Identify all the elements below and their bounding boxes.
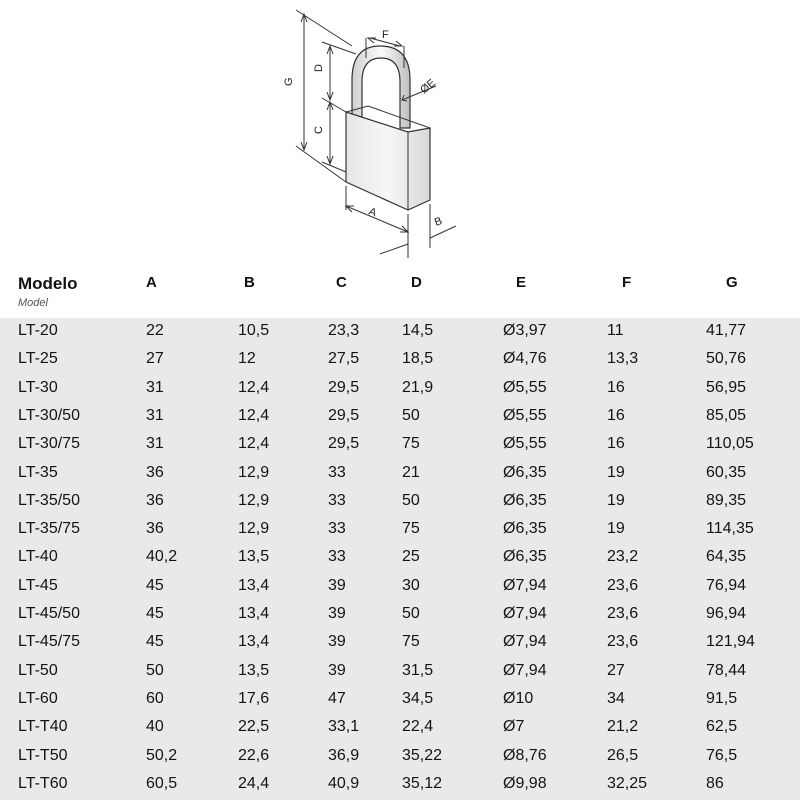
- cell-f: 21,2: [607, 718, 639, 736]
- cell-a: 50: [146, 661, 164, 679]
- cell-e: Ø9,98: [503, 774, 547, 792]
- cell-e: Ø7,94: [503, 605, 547, 622]
- cell-b: 13,4: [238, 633, 270, 651]
- cell-d: 21: [402, 463, 420, 481]
- cell-b: 12,4: [238, 435, 270, 453]
- cell-a: 40,2: [146, 548, 178, 566]
- column-header-b: B: [244, 274, 255, 291]
- table-row: [0, 743, 800, 771]
- table-row: [0, 346, 800, 374]
- cell-c: 27,5: [328, 350, 360, 368]
- cell-c: 39: [328, 661, 346, 679]
- cell-f: 23,6: [607, 576, 639, 594]
- table-row: [0, 658, 800, 686]
- cell-b: 22,5: [238, 718, 270, 736]
- cell-c: 36,9: [328, 746, 360, 764]
- cell-model: LT-45/75: [18, 633, 80, 651]
- dimension-c: [322, 98, 346, 172]
- cell-a: 40: [146, 718, 164, 736]
- cell-model: LT-45/50: [18, 605, 80, 622]
- table-row: [0, 460, 800, 488]
- cell-d: 50: [402, 491, 420, 509]
- cell-f: 19: [607, 463, 625, 481]
- cell-a: 31: [146, 378, 164, 396]
- cell-e: Ø4,76: [503, 350, 547, 368]
- dimensions-table-body: [0, 318, 800, 800]
- cell-d: 14,5: [402, 322, 434, 339]
- cell-c: 47: [328, 689, 346, 707]
- cell-model: LT-30/50: [18, 406, 80, 424]
- cell-e: Ø6,35: [503, 491, 547, 509]
- cell-b: 13,4: [238, 605, 270, 622]
- cell-model: LT-T60: [18, 774, 68, 792]
- cell-d: 21,9: [402, 378, 434, 396]
- column-header-d: D: [411, 274, 422, 291]
- cell-a: 36: [146, 463, 164, 481]
- cell-f: 16: [607, 378, 625, 396]
- cell-b: 12,4: [238, 406, 270, 424]
- cell-a: 60,5: [146, 774, 178, 792]
- cell-e: Ø7,94: [503, 576, 547, 594]
- cell-model: LT-35/50: [18, 491, 80, 509]
- table-row: [0, 601, 800, 629]
- table-row: [0, 714, 800, 742]
- cell-a: 36: [146, 520, 164, 538]
- cell-g: 89,35: [706, 491, 747, 509]
- cell-g: 86: [706, 774, 724, 792]
- cell-f: 27: [607, 661, 625, 679]
- cell-c: 29,5: [328, 378, 360, 396]
- cell-a: 22: [146, 322, 164, 339]
- table-row: [0, 431, 800, 459]
- cell-d: 35,22: [402, 746, 443, 764]
- cell-d: 75: [402, 520, 420, 538]
- cell-g: 91,5: [706, 689, 738, 707]
- cell-a: 60: [146, 689, 164, 707]
- column-header-c: C: [336, 274, 347, 291]
- cell-c: 39: [328, 605, 346, 622]
- cell-g: 121,94: [706, 633, 755, 651]
- cell-d: 34,5: [402, 689, 434, 707]
- table-header: [0, 262, 800, 318]
- cell-f: 23,6: [607, 633, 639, 651]
- cell-b: 24,4: [238, 774, 270, 792]
- cell-a: 31: [146, 435, 164, 453]
- table-row: [0, 318, 800, 346]
- cell-g: 41,77: [706, 322, 747, 339]
- cell-c: 39: [328, 633, 346, 651]
- table-row: [0, 771, 800, 799]
- column-header-a: A: [146, 274, 157, 291]
- table-row: [0, 516, 800, 544]
- shackle: [352, 46, 410, 128]
- cell-b: 12,4: [238, 378, 270, 396]
- cell-f: 34: [607, 689, 625, 707]
- cell-e: Ø6,35: [503, 548, 547, 566]
- column-subheader-model: Model: [18, 297, 48, 309]
- cell-d: 25: [402, 548, 420, 566]
- cell-a: 45: [146, 576, 164, 594]
- column-header-e: E: [516, 274, 527, 291]
- cell-g: 50,76: [706, 350, 747, 368]
- cell-c: 33: [328, 548, 346, 566]
- cell-b: 12,9: [238, 463, 270, 481]
- cell-c: 33: [328, 491, 346, 509]
- cell-f: 11: [607, 322, 624, 339]
- cell-g: 64,35: [706, 548, 747, 566]
- cell-b: 17,6: [238, 689, 270, 707]
- label-e: ØE: [418, 76, 439, 97]
- cell-c: 23,3: [328, 322, 360, 339]
- cell-b: 12,9: [238, 491, 270, 509]
- cell-g: 110,05: [706, 435, 754, 453]
- cell-e: Ø7,94: [503, 661, 547, 679]
- cell-e: Ø5,55: [503, 435, 547, 453]
- cell-f: 16: [607, 435, 625, 453]
- cell-g: 114,35: [706, 520, 754, 538]
- cell-model: LT-50: [18, 661, 58, 679]
- cell-f: 23,2: [607, 548, 639, 566]
- cell-model: LT-40: [18, 548, 58, 566]
- cell-model: LT-30: [18, 378, 58, 396]
- cell-f: 23,6: [607, 605, 639, 622]
- cell-model: LT-T50: [18, 746, 68, 764]
- cell-d: 75: [402, 633, 420, 651]
- dimension-b: [380, 204, 456, 258]
- cell-b: 12: [238, 350, 256, 368]
- cell-f: 19: [607, 491, 625, 509]
- cell-e: Ø3,97: [503, 322, 547, 339]
- label-a: A: [366, 205, 378, 220]
- cell-g: 78,44: [706, 661, 747, 679]
- cell-b: 22,6: [238, 746, 270, 764]
- cell-d: 50: [402, 605, 420, 622]
- cell-f: 26,5: [607, 746, 639, 764]
- cell-e: Ø6,35: [503, 463, 547, 481]
- cell-c: 33,1: [328, 718, 360, 736]
- cell-e: Ø10: [503, 689, 534, 707]
- cell-f: 32,25: [607, 774, 648, 792]
- cell-d: 35,12: [402, 774, 443, 792]
- label-g: G: [283, 77, 295, 86]
- column-header-f: F: [622, 274, 632, 291]
- cell-b: 13,5: [238, 548, 270, 566]
- padlock-dimension-diagram: [0, 0, 800, 262]
- cell-model: LT-25: [18, 350, 58, 368]
- cell-a: 45: [146, 633, 164, 651]
- cell-a: 27: [146, 350, 164, 368]
- cell-e: Ø8,76: [503, 746, 547, 764]
- cell-g: 76,94: [706, 576, 747, 594]
- table-row: [0, 629, 800, 657]
- cell-e: Ø7: [503, 718, 525, 736]
- cell-b: 10,5: [238, 322, 270, 339]
- table-row: [0, 544, 800, 572]
- cell-model: LT-35: [18, 463, 58, 481]
- cell-model: LT-T40: [18, 718, 68, 736]
- cell-b: 13,5: [238, 661, 270, 679]
- cell-b: 12,9: [238, 520, 270, 538]
- cell-c: 33: [328, 520, 346, 538]
- label-d: D: [313, 64, 325, 72]
- cell-d: 30: [402, 576, 420, 594]
- cell-c: 40,9: [328, 774, 360, 792]
- cell-c: 29,5: [328, 406, 360, 424]
- cell-c: 33: [328, 463, 346, 481]
- padlock-body: [346, 112, 430, 210]
- cell-g: 85,05: [706, 406, 747, 424]
- column-header-model: Modelo: [18, 274, 78, 293]
- cell-model: LT-45: [18, 576, 58, 594]
- cell-f: 19: [607, 520, 625, 538]
- cell-d: 50: [402, 406, 420, 424]
- cell-e: Ø5,55: [503, 378, 547, 396]
- label-b: B: [432, 215, 444, 229]
- cell-e: Ø6,35: [503, 520, 547, 538]
- cell-b: 13,4: [238, 576, 270, 594]
- table-row: [0, 375, 800, 403]
- cell-d: 22,4: [402, 718, 434, 736]
- cell-c: 39: [328, 576, 346, 594]
- table-row: [0, 573, 800, 601]
- table-row: [0, 403, 800, 431]
- cell-a: 50,2: [146, 746, 178, 764]
- cell-g: 96,94: [706, 605, 747, 622]
- label-f: F: [382, 29, 389, 41]
- cell-a: 45: [146, 605, 164, 622]
- column-header-g: G: [726, 274, 738, 291]
- cell-a: 36: [146, 491, 164, 509]
- table-row: [0, 686, 800, 714]
- cell-model: LT-60: [18, 689, 58, 707]
- cell-f: 13,3: [607, 350, 639, 368]
- cell-model: LT-35/75: [18, 520, 80, 538]
- dimension-g: [296, 10, 352, 182]
- cell-c: 29,5: [328, 435, 360, 453]
- table-row: [0, 488, 800, 516]
- dimension-d: [322, 42, 356, 100]
- cell-g: 76,5: [706, 746, 738, 764]
- cell-g: 60,35: [706, 463, 747, 481]
- cell-g: 62,5: [706, 718, 738, 736]
- cell-e: Ø5,55: [503, 406, 547, 424]
- cell-g: 56,95: [706, 378, 747, 396]
- cell-e: Ø7,94: [503, 633, 547, 651]
- cell-d: 18,5: [402, 350, 434, 368]
- label-c: C: [313, 126, 325, 134]
- cell-f: 16: [607, 406, 625, 424]
- cell-model: LT-30/75: [18, 435, 80, 453]
- cell-a: 31: [146, 406, 164, 424]
- cell-model: LT-20: [18, 322, 58, 339]
- cell-d: 75: [402, 435, 420, 453]
- cell-d: 31,5: [402, 661, 434, 679]
